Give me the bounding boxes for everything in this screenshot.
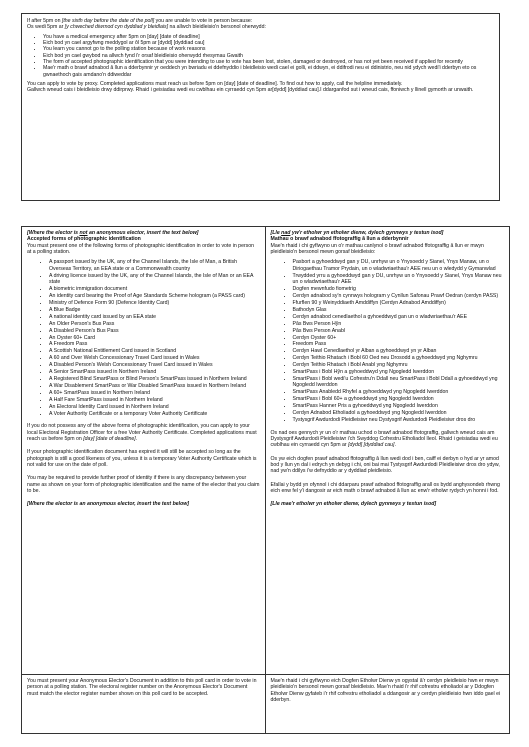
closing-welsh: Gallwch wneud cais i bleidleisio drwy ddirprwy. Rhaid i geisiadau wedi eu cwblhau ein cyrraedd cyn 5pm ar[dydd] [dyddiad cau].I ddarganfod sut i wneud cais, ffoniwch y llinell gymorth ar unwaith. [27, 87, 474, 94]
welsh-anonymous-heading: [Lle mae'r etholwr yn etholwr dienw, dylech gynnwys y testun isod] [270, 501, 437, 508]
welsh-anonymous-paragraph: Mae'n rhaid i chi gyflwyno eich Dogfen Etholwr Dienw yn ogystal â'r cerdyn pleidleisio hwn er mwyn pleidleisio'n bersonol mewn gorsaf bleidleisio. Mae'n rhaid i'r rhif cofrestru etholiadol ar y Ddogfen Etholwr Dienw gyfateb i'r rhif cofrestru etholiadol a ddangosir ar y cerdyn pleidleisio hwn iddo gael ei dderbyn. [270, 678, 501, 704]
list-item: • Pâs Bws Person Anabl [293, 328, 505, 334]
list-item: • Cerdyn Teithio Rhatach i Bobl 60 Oed neu Drosodd a gyhoeddwyd yng Nghymru [293, 355, 505, 361]
closing-english: You can apply to vote by proxy. Completed applications must reach us before 5pm on [day] [date of deadline]. To find out how to apply, call the helpline immediately. [27, 81, 403, 88]
list-item: • A Senior SmartPass issued in Northern Ireland [49, 369, 260, 375]
list-item: • A Disabled Person's Bus Pass [49, 328, 260, 334]
english-anonymous-paragraph: You must present your Anonymous Elector's Document in addition to this poll card in order to vote in person at a polling station. The electoral register number on the Anonymous Elector's Document must match the elector register number shown on this poll card to be accepted. [27, 678, 257, 697]
list-item: • A 60+ SmartPass issued in Northern Ireland [49, 390, 260, 396]
english-subheading: Accepted forms of photographic identification [27, 236, 141, 243]
english-intro: You must present one of the following forms of photographic identification in order to vote in person at a polling station. [27, 242, 255, 256]
intro-welsh: Os wedi 5pm ar [y chweched diwrnod cyn dyddiad y bleidlais] na allwch bleidleisio'n bersonol oherwydd: [27, 24, 266, 31]
list-item: • Tystysgrif Awdurdodi Pleidleisiwr neu Dystysgrif Awdurdodi Pleidleisiwr dros dro [293, 417, 505, 423]
list-item: • A national identity card issued by an EEA state [49, 314, 260, 320]
list-item: • The form of accepted photographic identification that you were intending to use to vote has been lost, stolen, damaged or destroyed, or has not yet been received if applied for recently [43, 59, 494, 65]
list-item: • Dogfen mewnfudo fiometrig [293, 286, 505, 292]
list-item: • SmartPass i Bobl 60+ a gyhoeddwyd yng Ngogledd Iwerddon [293, 396, 505, 402]
list-item: • A Half Fare SmartPass issued in Northern Ireland [49, 397, 260, 403]
list-item: • Eich bod yn cael argyfwng meddygol ar ôl 5pm ar [dydd] [dyddiad cau] [43, 40, 494, 46]
list-item: • Pâs Bws Person Hŷn [293, 321, 505, 327]
english-anonymous-cell [22, 675, 266, 733]
list-item: • A War Disablement SmartPass or War Disabled SmartPass issued in Northern Ireland [49, 383, 260, 389]
list-item: • Cerdyn Adnabod Etholiadol a gyhoeddwyd yng Ngogledd Iwerddon [293, 410, 505, 416]
list-item: • An Electoral Identity Card issued in Northern Ireland [49, 404, 260, 410]
list-item: • Eich bod yn cael gwybod na allwch fynd i'r orsaf bleidleisio oherwydd rhesymau Gwaith [43, 53, 494, 59]
english-anonymous-heading: [Where the elector is an anonymous elector, insert the text below] [27, 501, 190, 508]
list-item: • Pasbort a gyhoeddwyd gan y DU, unrhyw un o Ynysoedd y Sianel, Ynys Manaw, un o Diriogaethau Tramor Prydain, un o wladwriaethau'r AEE neu un o wledydd y Gymanwlad [293, 259, 505, 272]
list-item: • A biometric immigration document [49, 286, 260, 292]
english-no-id-paragraph: If you do not possess any of the above forms of photographic identification, you can apply to your local Electoral Registration Officer for a free Voter Authority Certificate. Completed applications must reach us before 5pm on [day] [date of deadline]. [27, 423, 257, 442]
list-item: • Bathodyn Glas [293, 307, 505, 313]
english-expired-paragraph: If your photographic identification document has expired it will still be accepted so long as the photograph is still a good likeness of you, unless it is a temporary Voter Authority Certificate which is not valid for use on the date of poll. [27, 449, 257, 468]
welsh-intro: Mae'n rhaid i chi gyflwyno un o'r mathau canlynol o brawf adnabod ffotograffig â llun er mwyn pleidleisio'n bersonol mewn gorsaf bleidleisio: [270, 242, 484, 256]
intro-english: If after 5pm on [the sixth day before the date of the poll] you are unable to vote in person because: [27, 18, 253, 24]
list-item: • A Disabled Person's Welsh Concessionary Travel Card issued in Wales [49, 362, 260, 368]
list-item: • A Scottish National Entitlement Card issued in Scotland [49, 348, 260, 354]
welsh-id-cell [266, 227, 510, 675]
welsh-expired-paragraph: Os yw eich dogfen prawf adnabod ffotograffig â llun wedi dod i ben, caiff ei derbyn o hyd ar yr amod bod y llun yn dal i edrych yn debyg i chi, oni bai mai Tystysgrif Awdurdodi Pleidleisiwr dros dro ydyw, nad yw'n ddilys i'w defnyddio ar y dyddiad pleidleisio. [270, 455, 500, 475]
list-item: • Freedom Pass [293, 341, 505, 347]
proxy-notice-box [21, 13, 500, 201]
list-item: • Mae'r math o brawf adnabod â llun a dderbynnir yr oeddech yn bwriadu ei ddefnyddio i bleidleisio wedi cael ei golli, ei ddwyn, ei ddifrodi neu ei ddinistrio, neu nid ydych wedi'i dderbyn eto os gwnaethoch gais amdano'n ddiweddar [43, 65, 494, 78]
list-item: • Ministry of Defence Form 90 (Defence Identity Card) [49, 300, 260, 306]
reasons-list [27, 34, 494, 78]
list-item: • A passport issued by the UK, any of the Channel Islands, the Isle of Man, a British Overseas Territory, an EEA state or a Commonwealth country [49, 259, 260, 272]
list-item: • An identity card bearing the Proof of Age Standards Scheme hologram (a PASS card) [49, 293, 260, 299]
list-item: • SmartPass Anabledd Rhyfel a gyhoeddwyd yng Ngogledd Iwerddon [293, 389, 505, 395]
list-item: • SmartPass i Bobl wedi'u Cofrestru'n Ddall neu SmartPass i Bobl Ddall a gyhoeddwyd yng Ngogledd Iwerddon [293, 376, 505, 389]
english-id-list [27, 259, 260, 417]
list-item: • SmartPass Hanner Pris a gyhoeddwyd yng Ngogledd Iwerddon [293, 403, 505, 409]
list-item: • SmartPass i Bobl Hŷn a gyhoeddwyd yng Ngogledd Iwerddon [293, 369, 505, 375]
list-item: • Ffurflen 90 y Weinyddiaeth Amddiffyn (Cerdyn Adnabod Amddiffyn) [293, 300, 505, 306]
list-item: • A Voter Authority Certificate or a temporary Voter Authority Certificate [49, 411, 260, 417]
photo-id-table [21, 226, 510, 734]
list-item: • Cerdyn Oyster 60+ [293, 335, 505, 341]
list-item: • Cerdyn Hawl Cenedlaethol yr Alban a gyhoeddwyd yn yr Alban [293, 348, 505, 354]
welsh-subheading: Mathau o brawf adnabod ffotograffig â llun a dderbynnir [270, 236, 409, 243]
list-item: • Trwydded yrru a gyhoeddwyd gan y DU, unrhyw un o Ynysoedd y Sianel, Ynys Manaw neu un o wladwriaethau'r AEE [293, 273, 505, 286]
list-item: • An Oyster 60+ Card [49, 335, 260, 341]
english-heading: [Where the elector is not an anonymous elector, insert the text below] [27, 230, 199, 236]
list-item: • A 60 and Over Welsh Concessionary Travel Card issued in Wales [49, 355, 260, 361]
list-item: • Cerdyn adnabod cenedlaethol a gyhoeddwyd gan un o wladwriaethau'r AEE [293, 314, 505, 320]
list-item: • You learn you cannot go to the polling station because of work reasons [43, 46, 494, 52]
welsh-id-list [271, 259, 505, 423]
english-discrepancy-paragraph: You may be required to provide further proof of identity if there is any discrepancy between your name as shown on your form of photographic identification and the name of the elector that you claim to be. [27, 475, 260, 494]
welsh-no-id-paragraph: Os nad oes gennych yr un o'r mathau uchod o brawf adnabod ffotograffig, gallwch wneud cais am Dystysgrif Awdurdodi Pleidleisiwr i'ch Swyddog Cofrestru Etholiadol lleol. Rhaid i geisiadau wedi eu cwblhau ein cyrraedd cyn 5pm ar [dydd] [dyddiad cau]. [270, 429, 498, 449]
english-id-cell [22, 227, 266, 675]
welsh-heading: [Lle nad yw'r etholwr yn etholwr dienw, dylech gynnwys y testun isod] [270, 230, 444, 236]
list-item: • An Older Person's Bus Pass [49, 321, 260, 327]
list-item: • A Freedom Pass [49, 341, 260, 347]
list-item: • Cerdyn adnabod sy'n cynnwys hologram y Cynllun Safonau Prawf Oedran (cerdyn PASS) [293, 293, 505, 299]
list-item: • A Registered Blind SmartPass or Blind Person's SmartPass issued in Northern Ireland [49, 376, 260, 382]
list-item: • You have a medical emergency after 5pm on [day] [date of deadline] [43, 34, 494, 40]
list-item: • A driving licence issued by the UK, any of the Channel Islands, the Isle of Man or an EEA state [49, 273, 260, 286]
list-item: • A Blue Badge [49, 307, 260, 313]
welsh-discrepancy-paragraph: Efallai y bydd yn ofynnol i chi ddarparu prawf adnabod ffotograffig arall os bydd anghysondeb rhwng eich enw fel y'i dangosir ar eich math o brawf adnabod â llun ac enw'r etholwr rydych yn honni i fod. [270, 481, 500, 494]
welsh-anonymous-cell [266, 675, 510, 733]
list-item: • Cerdyn Teithio Rhatach i Bobl Anabl yng Nghymru [293, 362, 505, 368]
